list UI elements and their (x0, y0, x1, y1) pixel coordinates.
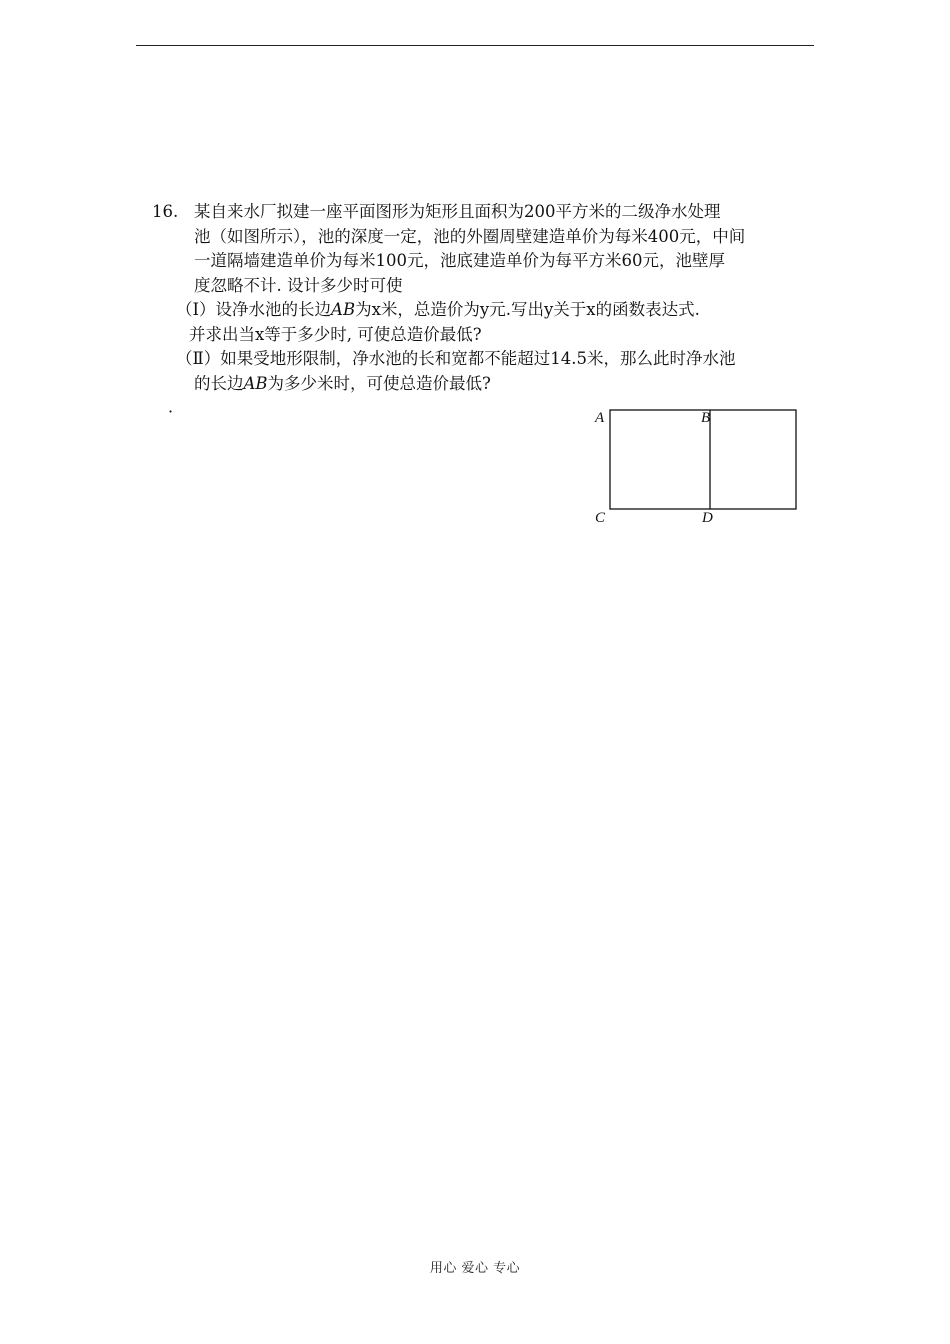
problem-line-3 (152, 249, 817, 274)
pool-diagram (590, 402, 805, 527)
part2-text-1: （Ⅱ）如果受地形限制，净水池的长和宽都不能超过14.5米，那么此时净水池 (176, 349, 736, 368)
problem-number: 16. (152, 202, 179, 221)
part1-text-2: 并求出当x等于多少时, 可使总造价最低? (189, 324, 482, 344)
problem-line-1 (152, 200, 817, 225)
part2-suffix: 为多少米时，可使总造价最低? (267, 373, 491, 393)
part1-suffix: 为x米，总造价为y元.写出y关于x的函数表达式. (355, 300, 700, 319)
page-footer: 用心 爱心 专心 (429, 1261, 521, 1276)
problem-text-3: 一道隔墙建造单价为每米100元，池底建造单价为每平方米60元，池壁厚 (194, 251, 725, 270)
label-c: C (595, 510, 606, 526)
part2-ab: AB (243, 373, 268, 393)
problem-16 (152, 200, 817, 396)
label-b: B (701, 410, 711, 426)
problem-line-2 (152, 225, 817, 250)
part2-line-1 (152, 347, 817, 372)
part2-prefix: 的长边 (194, 373, 244, 393)
part1-ab: AB (331, 300, 356, 319)
header-rule (136, 45, 814, 46)
stray-dot: · (168, 402, 174, 421)
part1-line-1 (152, 298, 817, 323)
part2-line-2 (152, 372, 817, 397)
problem-text-1: 某自来水厂拟建一座平面图形为矩形且面积为200平方米的二级净水处理 (194, 202, 721, 221)
part1-prefix: （Ⅰ）设净水池的长边 (176, 300, 332, 319)
problem-text-4: 度忽略不计. 设计多少时可使 (194, 275, 403, 295)
problem-text-2: 池（如图所示），池的深度一定，池的外圈周壁建造单价为每米400元，中间 (194, 226, 746, 246)
problem-line-4 (152, 274, 817, 299)
label-d: D (702, 510, 713, 526)
part1-line-2 (152, 323, 817, 348)
label-a: A (595, 410, 605, 426)
